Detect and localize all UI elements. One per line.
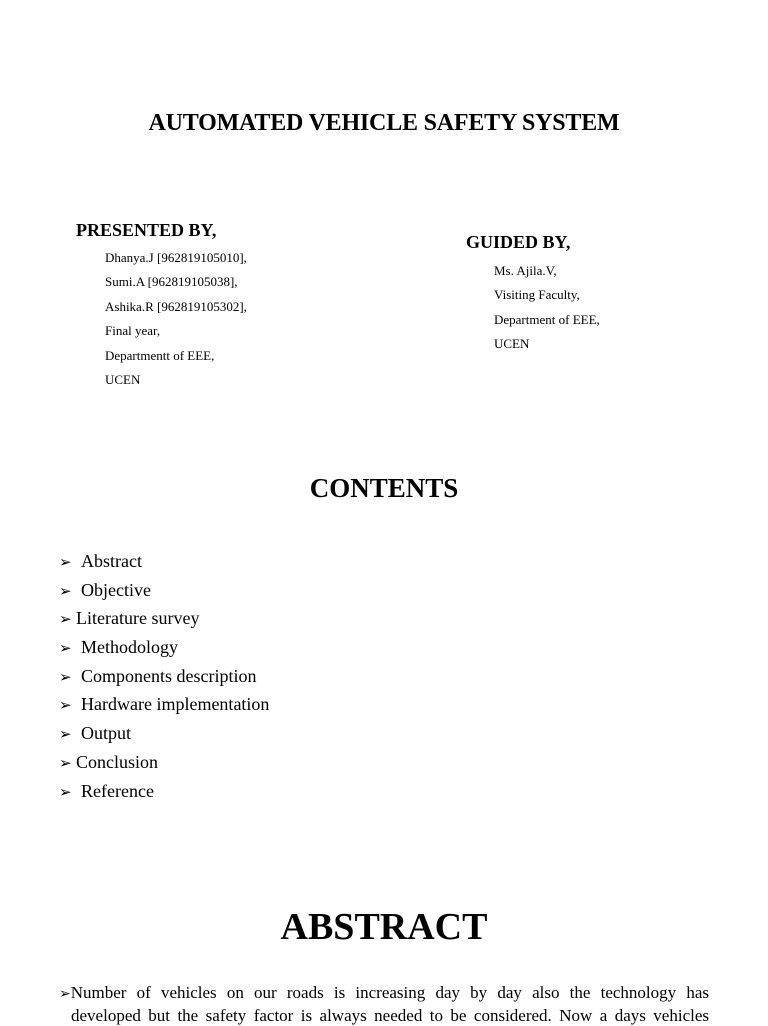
abstract-line [59, 982, 709, 1005]
abstract-paragraph [59, 982, 709, 1026]
presenter-line: UCEN [105, 371, 141, 387]
arrow-bullet-icon: ➢ [59, 667, 72, 686]
abstract-line: developed but the safety factor is always needed to be considered. Now a days vehicles [71, 1006, 709, 1025]
guide-line: Department of EEE, [494, 311, 600, 327]
guide-list [494, 259, 600, 357]
guide-line: Ms. Ajila.V, [494, 263, 557, 278]
contents-item-label: Literature survey [76, 608, 200, 629]
contents-item-label: Abstract [81, 551, 142, 571]
contents-item-label: Objective [81, 579, 151, 600]
arrow-bullet-icon: ➢ [59, 553, 72, 571]
contents-heading: CONTENTS [309, 473, 459, 503]
guide-line: Visiting Faculty, [494, 287, 580, 303]
presenter-line: Sumi.A [962819105038], [105, 274, 238, 290]
abstract-heading: ABSTRACT [280, 906, 488, 948]
contents-item-label: Methodology [81, 637, 178, 658]
guided-by-heading: GUIDED BY, [466, 232, 571, 252]
document-title: AUTOMATED VEHICLE SAFETY SYSTEM [148, 110, 620, 136]
contents-item-label: Conclusion [76, 751, 159, 772]
arrow-bullet-icon: ➢ [59, 639, 72, 658]
presented-by-heading: PRESENTED BY, [76, 220, 217, 240]
contents-item-label: Components description [81, 665, 257, 686]
contents-item [59, 690, 269, 719]
presenter-line: Dhanya.J [962819105010], [105, 250, 247, 265]
presenter-line: Departmentt of EEE, [105, 347, 215, 363]
contents-item-label: Reference [81, 780, 154, 801]
abstract-line-text: Number of vehicles on our roads is increasing day by day also the technology has [70, 983, 709, 1002]
contents-item [59, 777, 269, 806]
contents-item-label: Hardware implementation [81, 694, 270, 715]
arrow-bullet-icon: ➢ [59, 725, 72, 744]
presenters-list [105, 246, 247, 392]
contents-item [59, 719, 269, 748]
arrow-bullet-icon: ➢ [59, 581, 72, 600]
contents-item [59, 748, 269, 777]
arrow-bullet-icon: ➢ [59, 753, 72, 772]
contents-item [59, 547, 269, 576]
arrow-bullet-icon: ➢ [59, 610, 72, 629]
arrow-bullet-icon: ➢ [59, 986, 71, 1002]
arrow-bullet-icon: ➢ [59, 696, 72, 715]
contents-item-label: Output [81, 723, 132, 744]
contents-list [59, 547, 269, 805]
contents-item [59, 662, 269, 691]
contents-item [59, 604, 269, 633]
guide-line: UCEN [494, 336, 530, 352]
presenter-line: Final year, [105, 323, 161, 339]
presenter-line: Ashika.R [962819105302], [105, 298, 247, 314]
contents-item [59, 576, 269, 605]
contents-item [59, 633, 269, 662]
arrow-bullet-icon: ➢ [59, 782, 72, 801]
